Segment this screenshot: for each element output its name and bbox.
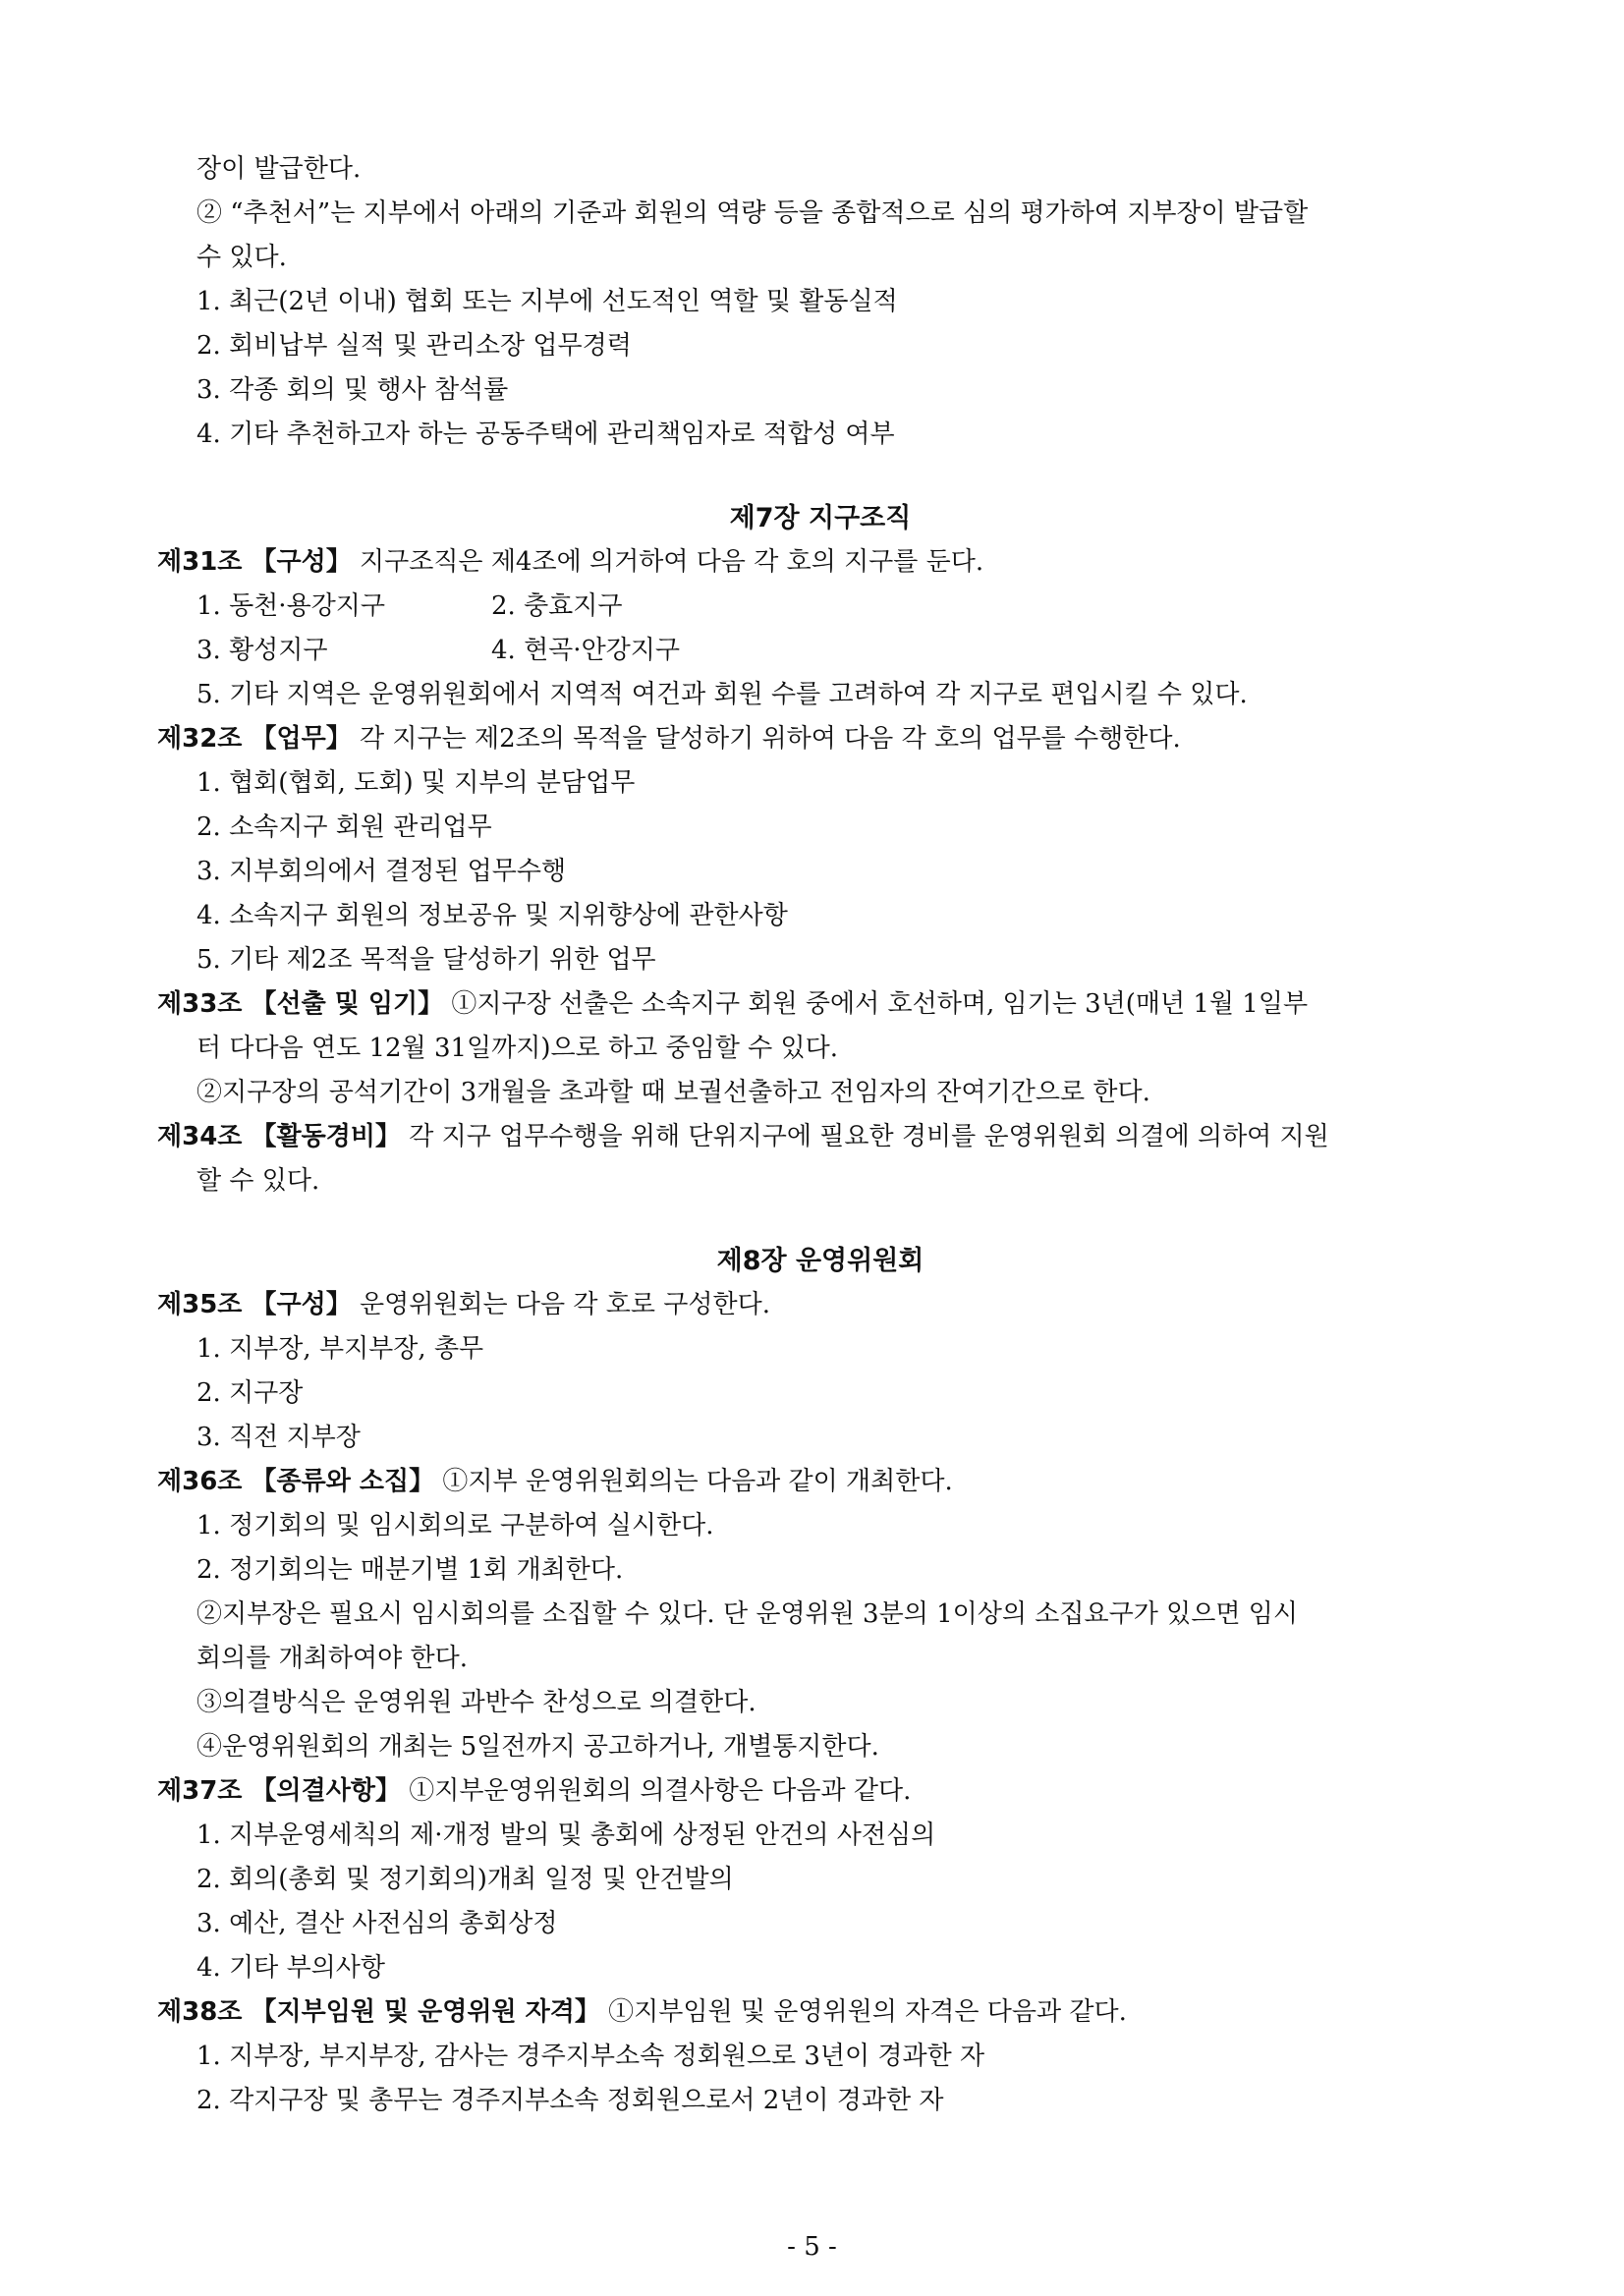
article-text: ①지부운영위원회의 의결사항은 다음과 같다. — [400, 1776, 912, 1806]
list-item: 2. 정기회의는 매분기별 1회 개최한다. — [196, 1555, 624, 1585]
article-37 — [157, 1769, 1484, 1814]
list-item: 2. 소속지구 회원 관리업무 — [196, 812, 492, 842]
chapter-title: 제8장 운영위원회 — [716, 1246, 924, 1276]
article-heading: 제35조 【구성】 — [157, 1290, 352, 1319]
text-line: 장이 발급한다. — [196, 154, 362, 184]
list-item: 1. 지부운영세칙의 제·개정 발의 및 총회에 상정된 안건의 사전심의 — [196, 1820, 936, 1850]
list-item: 5. 기타 지역은 운영위원회에서 지역적 여건과 회원 수를 고려하여 각 지구로 편입시킬 수 있다. — [196, 680, 1248, 709]
list-item: 1. 동천·용강지구 2. 충효지구 — [196, 591, 623, 621]
list-item: 1. 지부장, 부지부장, 감사는 경주지부소속 정회원으로 3년이 경과한 자 — [196, 2042, 985, 2071]
article-31 — [157, 540, 1484, 585]
list-item: 1. 협회(협회, 도회) 및 지부의 분담업무 — [196, 768, 636, 798]
text-line: ④운영위원회의 개최는 5일전까지 공고하거나, 개별통지한다. — [196, 1732, 879, 1762]
article-text: ①지부 운영위원회의는 다음과 같이 개최한다. — [434, 1467, 953, 1496]
article-32 — [157, 717, 1484, 761]
article-text: ①지구장 선출은 소속지구 회원 중에서 호선하며, 임기는 3년(매년 1월 1일부 — [443, 989, 1309, 1019]
list-item: 3. 각종 회의 및 행사 참석률 — [196, 375, 509, 405]
article-text: ①지부임원 및 운영위원의 자격은 다음과 같다. — [599, 1997, 1127, 2027]
text-line: 수 있다. — [196, 243, 287, 272]
article-heading: 제37조 【의결사항】 — [157, 1776, 401, 1806]
list-item: 5. 기타 제2조 목적을 달성하기 위한 업무 — [196, 945, 656, 975]
text-line: 회의를 개최하여야 한다. — [196, 1644, 468, 1673]
text-line: 할 수 있다. — [196, 1166, 320, 1196]
list-item: 2. 회비납부 실적 및 관리소장 업무경력 — [196, 331, 632, 361]
chapter-title: 제7장 지구조직 — [729, 503, 912, 533]
article-heading: 제34조 【활동경비】 — [157, 1122, 401, 1151]
article-text: 각 지구 업무수행을 위해 단위지구에 필요한 경비를 운영위원회 의결에 의하여 지원 — [400, 1122, 1329, 1151]
article-heading: 제33조 【선출 및 임기】 — [157, 989, 444, 1019]
list-item: 3. 황성지구 4. 현곡·안강지구 — [196, 636, 681, 665]
article-heading: 제38조 【지부임원 및 운영위원 자격】 — [157, 1997, 600, 2027]
list-item: 3. 직전 지부장 — [196, 1423, 361, 1452]
document-body — [157, 147, 1484, 2123]
list-item: 4. 기타 부의사항 — [196, 1953, 386, 1983]
list-item: 2. 각지구장 및 총무는 경주지부소속 정회원으로서 2년이 경과한 자 — [196, 2086, 944, 2115]
article-heading: 제31조 【구성】 — [157, 547, 352, 577]
article-33 — [157, 982, 1484, 1027]
list-item: 3. 예산, 결산 사전심의 총회상정 — [196, 1909, 558, 1938]
article-36 — [157, 1460, 1484, 1504]
page-number: - 5 - — [787, 2232, 837, 2262]
list-item: 1. 지부장, 부지부장, 총무 — [196, 1334, 484, 1364]
text-line: ② “추천서”는 지부에서 아래의 기준과 회원의 역량 등을 종합적으로 심의 평가하여 지부장이 발급할 — [196, 198, 1309, 228]
article-text: 운영위원회는 다음 각 호로 구성한다. — [351, 1290, 771, 1319]
article-text: 각 지구는 제2조의 목적을 달성하기 위하여 다음 각 호의 업무를 수행한다. — [351, 724, 1181, 754]
text-line: ②지부장은 필요시 임시회의를 소집할 수 있다. 단 운영위원 3분의 1이상의 소집요구가 있으면 임시 — [196, 1599, 1298, 1629]
article-38 — [157, 1990, 1484, 2035]
article-34 — [157, 1115, 1484, 1159]
article-35 — [157, 1283, 1484, 1327]
text-line: ③의결방식은 운영위원 과반수 찬성으로 의결한다. — [196, 1688, 756, 1717]
article-heading: 제32조 【업무】 — [157, 724, 352, 754]
list-item: 2. 회의(총회 및 정기회의)개최 일정 및 안건발의 — [196, 1865, 734, 1894]
text-line: ②지구장의 공석기간이 3개월을 초과할 때 보궐선출하고 전임자의 잔여기간으로 한다. — [196, 1078, 1150, 1107]
list-item: 1. 최근(2년 이내) 협회 또는 지부에 선도적인 역할 및 활동실적 — [196, 287, 898, 316]
list-item: 4. 소속지구 회원의 정보공유 및 지위향상에 관한사항 — [196, 901, 788, 930]
list-item: 1. 정기회의 및 임시회의로 구분하여 실시한다. — [196, 1511, 714, 1540]
article-text: 지구조직은 제4조에 의거하여 다음 각 호의 지구를 둔다. — [351, 547, 984, 577]
text-line: 터 다다음 연도 12월 31일까지)으로 하고 중임할 수 있다. — [196, 1034, 839, 1063]
list-item: 4. 기타 추천하고자 하는 공동주택에 관리책임자로 적합성 여부 — [196, 420, 895, 449]
list-item: 3. 지부회의에서 결정된 업무수행 — [196, 857, 567, 886]
article-heading: 제36조 【종류와 소집】 — [157, 1467, 435, 1496]
list-item: 2. 지구장 — [196, 1378, 304, 1408]
